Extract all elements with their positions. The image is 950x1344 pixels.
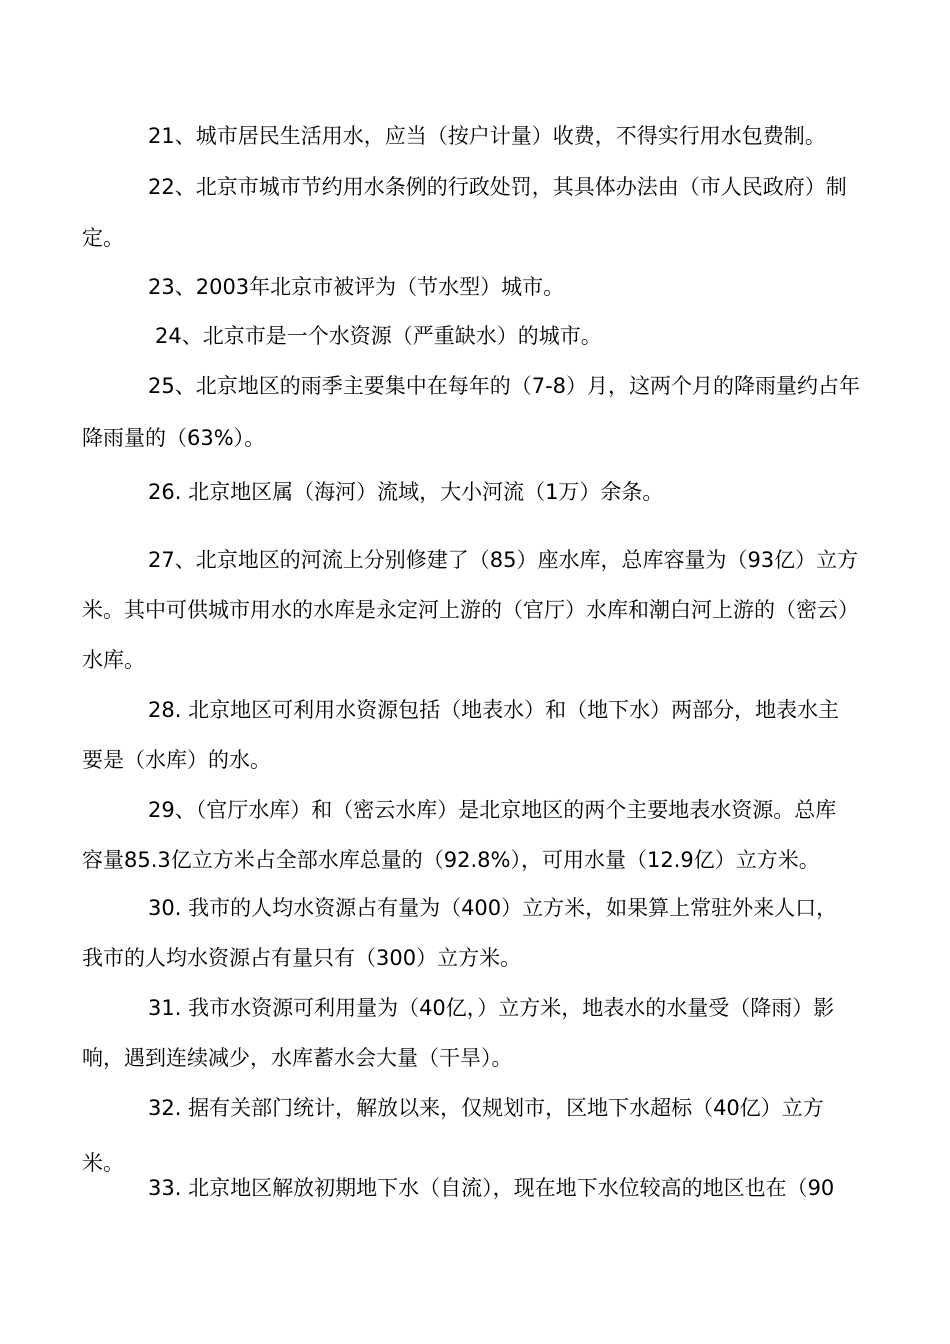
item-31-line-2: 响，遇到连续减少，水库蓄水会大量（干旱）。 xyxy=(82,1046,513,1070)
item-23: 23、2003年北京市被评为（节水型）城市。 xyxy=(148,275,565,299)
item-27-line-3: 水库。 xyxy=(82,648,145,672)
item-24: 24、北京市是一个水资源（严重缺水）的城市。 xyxy=(155,324,602,348)
item-22-line-2: 定。 xyxy=(82,226,124,250)
item-30-line-1: 30. 我市的人均水资源占有量为（400）立方米，如果算上常驻外来人口， xyxy=(148,896,838,920)
item-29-line-2: 容量85.3亿立方米占全部水库总量的（92.8%），可用水量（12.9亿）立方米。 xyxy=(82,848,820,872)
item-27-line-2: 米。其中可供城市用水的水库是永定河上游的（官厅）水库和潮白河上游的（密云） xyxy=(82,598,859,622)
item-21: 21、城市居民生活用水，应当（按户计量）收费，不得实行用水包费制。 xyxy=(148,124,826,148)
item-32-line-2: 米。 xyxy=(82,1151,124,1175)
item-25-line-2: 降雨量的（63%）。 xyxy=(82,426,266,450)
item-25-line-1: 25、北京地区的雨季主要集中在每年的（7-8）月，这两个月的降雨量约占年 xyxy=(148,374,861,398)
item-28-line-1: 28. 北京地区可利用水资源包括（地表水）和（地下水）两部分，地表水主 xyxy=(148,698,840,722)
item-27-line-1: 27、北京地区的河流上分别修建了（85）座水库，总库容量为（93亿）立方 xyxy=(148,548,859,572)
item-32-line-1: 32. 据有关部门统计，解放以来，仅规划市，区地下水超标（40亿）立方 xyxy=(148,1096,824,1120)
item-30-line-2: 我市的人均水资源占有量只有（300）立方米。 xyxy=(82,946,522,970)
item-22-line-1: 22、北京市城市节约用水条例的行政处罚，其具体办法由（市人民政府）制 xyxy=(148,175,847,199)
item-29-line-1: 29、（官厅水库）和（密云水库）是北京地区的两个主要地表水资源。总库 xyxy=(148,798,837,822)
item-28-line-2: 要是（水库）的水。 xyxy=(82,748,271,772)
item-33: 33. 北京地区解放初期地下水（自流），现在地下水位较高的地区也在（90 xyxy=(148,1176,835,1200)
item-26: 26. 北京地区属（海河）流域，大小河流（1万）余条。 xyxy=(148,480,664,504)
item-31-line-1: 31. 我市水资源可利用量为（40亿，）立方米，地表水的水量受（降雨）影 xyxy=(148,996,835,1020)
